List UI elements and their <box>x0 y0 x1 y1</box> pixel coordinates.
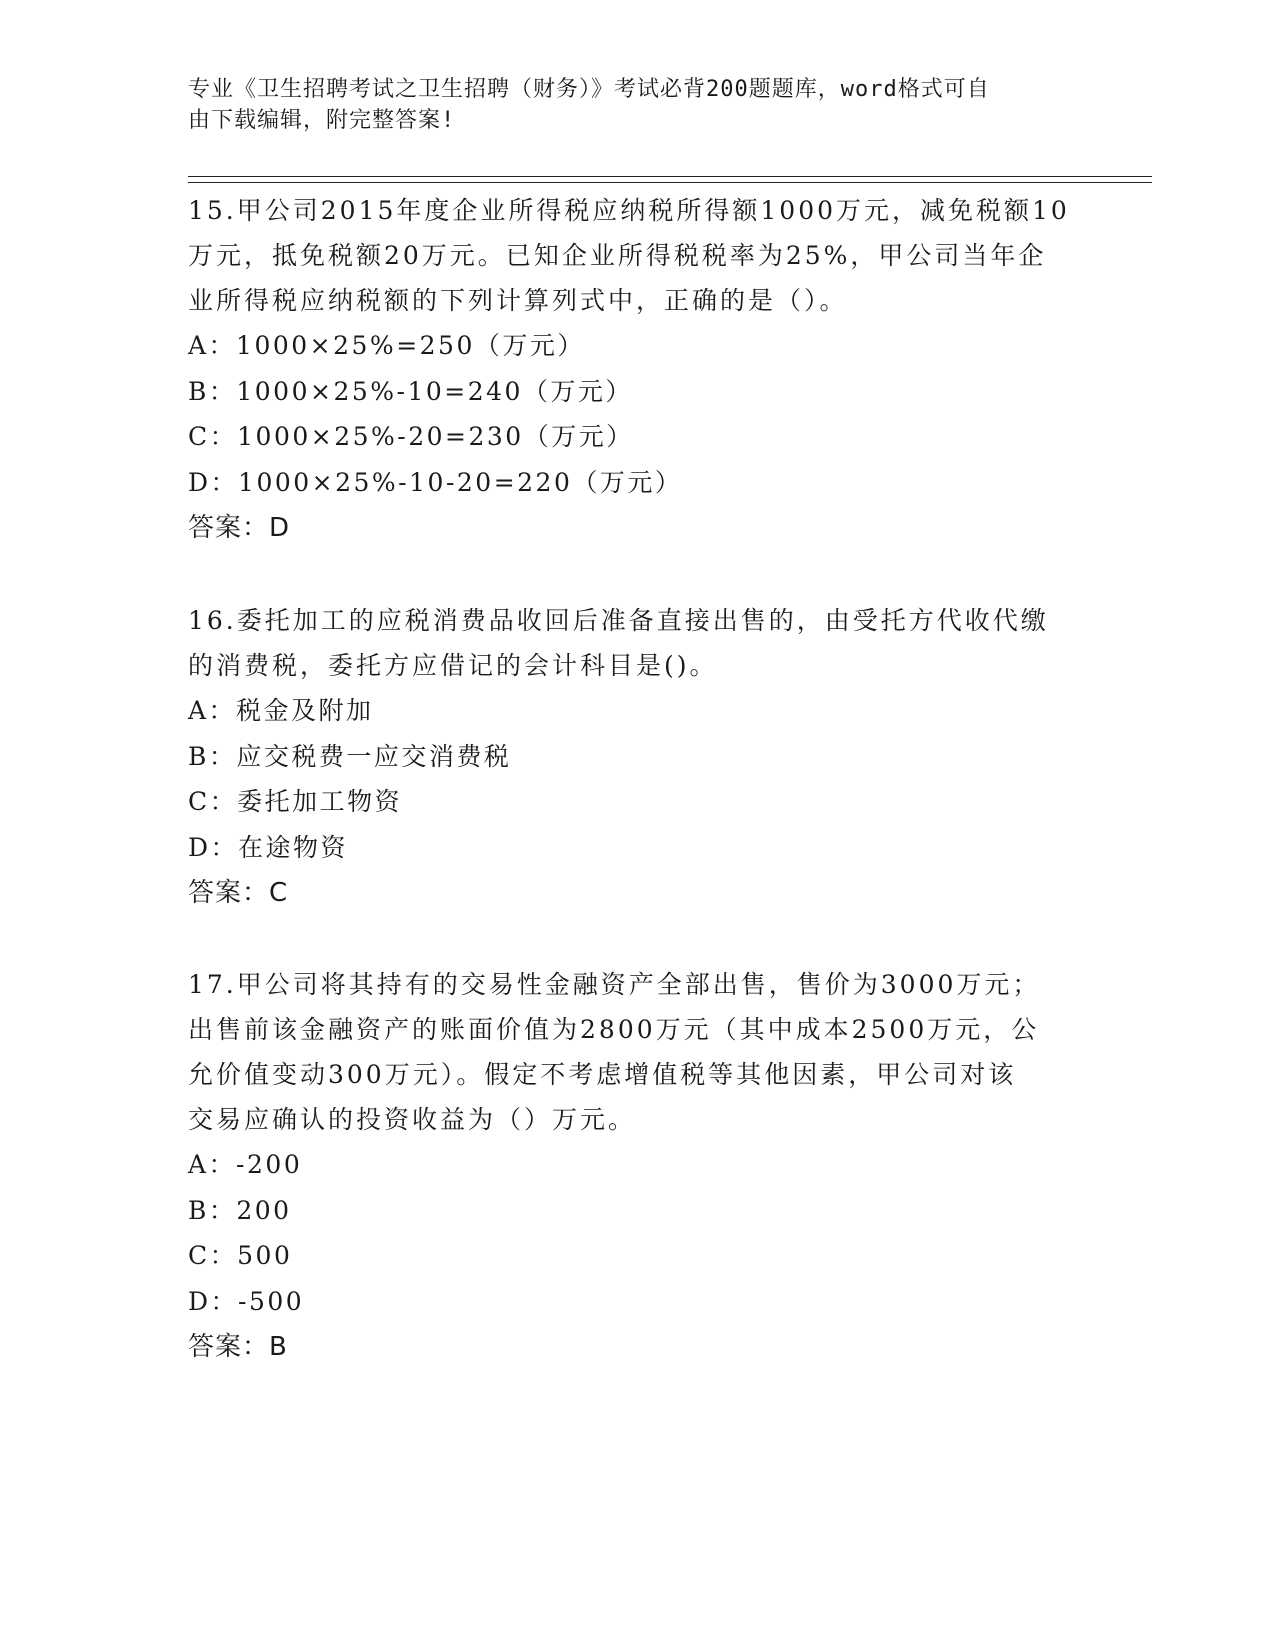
question-text: 16.委托加工的应税消费品收回后准备直接出售的，由受托方代收代缴 <box>188 606 1049 635</box>
question-17 <box>188 962 1088 1370</box>
question-15 <box>188 188 1088 551</box>
option-a: A：1000×25%=250（万元） <box>188 331 585 360</box>
question-text: 允价值变动300万元）。假定不考虑增值税等其他因素，甲公司对该 <box>188 1060 1017 1089</box>
answer-text: 答案：C <box>188 878 289 908</box>
header-line: 专业《卫生招聘考试之卫生招聘（财务）》考试必背200题题库，word格式可自 <box>188 77 990 102</box>
header-divider <box>188 176 1152 177</box>
question-text: 的消费税，委托方应借记的会计科目是()。 <box>188 651 718 680</box>
option-c: C：500 <box>188 1241 293 1270</box>
question-text: 万元，抵免税额20万元。已知企业所得税税率为25%，甲公司当年企 <box>188 241 1047 270</box>
question-text: 交易应确认的投资收益为（）万元。 <box>188 1105 637 1134</box>
option-b: B：1000×25%-10=240（万元） <box>188 376 633 406</box>
option-d: D：在途物资 <box>188 832 349 862</box>
option-a: A：-200 <box>188 1150 303 1179</box>
option-a: A：税金及附加 <box>188 696 374 725</box>
question-text: 出售前该金融资产的账面价值为2800万元（其中成本2500万元，公 <box>188 1015 1040 1044</box>
option-c: C：委托加工物资 <box>188 787 403 816</box>
question-text: 17.甲公司将其持有的交易性金融资产全部出售，售价为3000万元； <box>188 970 1041 999</box>
question-16 <box>188 598 1088 916</box>
option-b: B：200 <box>188 1195 292 1225</box>
answer-text: 答案：D <box>188 513 291 543</box>
question-text: 业所得税应纳税额的下列计算列式中，正确的是（）。 <box>188 286 848 315</box>
option-d: D：-500 <box>188 1286 305 1316</box>
header-line: 由下载编辑，附完整答案! <box>188 108 456 133</box>
question-text: 15.甲公司2015年度企业所得税应纳税所得额1000万元，减免税额10 <box>188 196 1070 225</box>
header-divider <box>188 182 1152 183</box>
option-c: C：1000×25%-20=230（万元） <box>188 422 634 451</box>
document-header <box>188 74 1068 136</box>
answer-text: 答案：B <box>188 1332 288 1362</box>
option-d: D：1000×25%-10-20=220（万元） <box>188 467 683 497</box>
option-b: B：应交税费一应交消费税 <box>188 741 512 771</box>
